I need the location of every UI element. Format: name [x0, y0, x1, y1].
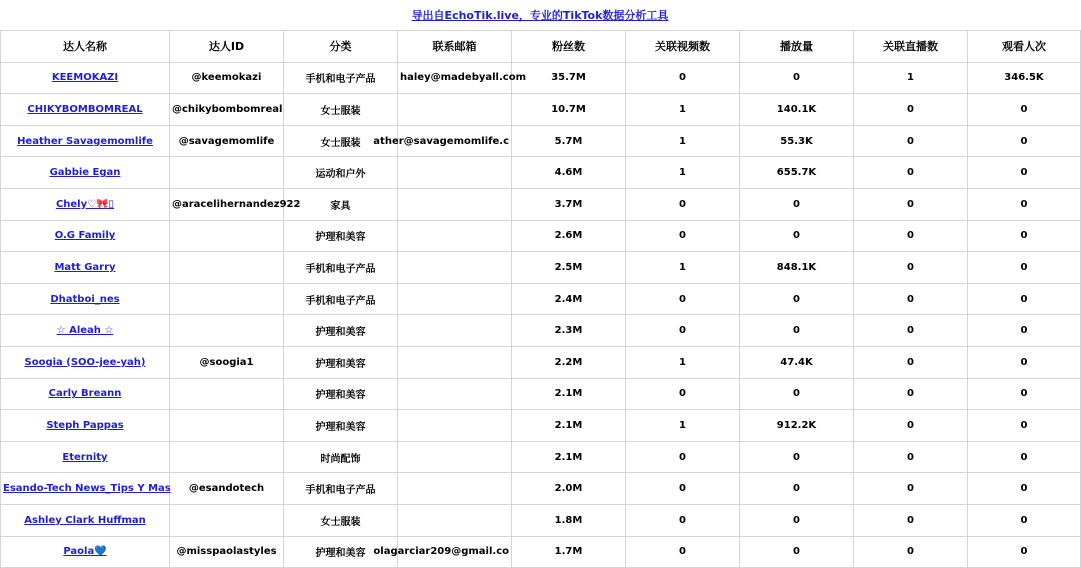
cell-email: haley@madebyall.com [398, 62, 512, 94]
cell-lives: 0 [854, 188, 968, 220]
cell-followers: 35.7M [512, 62, 626, 94]
cell-followers: 2.1M [512, 410, 626, 442]
cell-lives: 0 [854, 504, 968, 536]
table-row [1, 378, 1081, 410]
cell-id [170, 378, 284, 410]
cell-name [1, 378, 170, 410]
cell-followers: 5.7M [512, 125, 626, 157]
cell-email [398, 504, 512, 536]
cell-videos: 0 [626, 441, 740, 473]
cell-id [170, 410, 284, 442]
cell-name [1, 125, 170, 157]
cell-email [398, 188, 512, 220]
creator-link[interactable]: CHIKYBOMBOMREAL [27, 103, 143, 115]
cell-email [398, 441, 512, 473]
cell-followers: 2.5M [512, 252, 626, 284]
cell-views: 0 [740, 220, 854, 252]
cell-name [1, 94, 170, 126]
cell-watchers: 346.5K [968, 62, 1081, 94]
creator-link[interactable]: Matt Garry [54, 261, 116, 273]
cell-followers: 2.0M [512, 473, 626, 505]
creator-link[interactable]: O.G Family [54, 230, 116, 242]
cell-views: 0 [740, 315, 854, 347]
cell-email [398, 220, 512, 252]
cell-videos: 0 [626, 473, 740, 505]
cell-videos: 0 [626, 188, 740, 220]
table-row [1, 410, 1081, 442]
cell-lives: 0 [854, 157, 968, 189]
cell-id [170, 283, 284, 315]
cell-views: 0 [740, 283, 854, 315]
cell-category: 时尚配饰 [284, 441, 398, 473]
cell-category: 护理和美容 [284, 536, 398, 568]
table-row [1, 473, 1081, 505]
header-row [1, 31, 1081, 63]
cell-name [1, 220, 170, 252]
cell-name [1, 188, 170, 220]
cell-name [1, 504, 170, 536]
cell-videos: 1 [626, 410, 740, 442]
cell-videos: 0 [626, 220, 740, 252]
cell-lives: 0 [854, 125, 968, 157]
cell-videos: 1 [626, 157, 740, 189]
cell-category: 护理和美容 [284, 378, 398, 410]
cell-category: 女士服装 [284, 94, 398, 126]
cell-views: 0 [740, 504, 854, 536]
creator-link[interactable]: Paola💙 [63, 546, 107, 558]
cell-followers: 3.7M [512, 188, 626, 220]
cell-watchers: 0 [968, 346, 1081, 378]
cell-id [170, 220, 284, 252]
creator-link[interactable]: Dhatboi_nes [50, 293, 120, 305]
cell-followers: 1.7M [512, 536, 626, 568]
cell-views: 0 [740, 62, 854, 94]
creator-link[interactable]: Soogia (SOO-jee-yah) [24, 356, 146, 368]
cell-name [1, 346, 170, 378]
cell-watchers: 0 [968, 536, 1081, 568]
creator-link[interactable]: Carly Breann [48, 388, 122, 400]
cell-lives: 0 [854, 378, 968, 410]
table-row [1, 252, 1081, 284]
cell-videos: 0 [626, 62, 740, 94]
cell-videos: 0 [626, 504, 740, 536]
header-watchers: 观看人次 [968, 31, 1081, 63]
cell-videos: 0 [626, 378, 740, 410]
cell-category: 手机和电子产品 [284, 62, 398, 94]
creator-link[interactable]: ☆ Aleah ☆ [56, 325, 114, 337]
cell-followers: 2.3M [512, 315, 626, 347]
cell-id: @esandotech [170, 473, 284, 505]
header-views: 播放量 [740, 31, 854, 63]
cell-name [1, 157, 170, 189]
cell-id [170, 252, 284, 284]
cell-category: 手机和电子产品 [284, 283, 398, 315]
cell-id [170, 441, 284, 473]
cell-lives: 0 [854, 536, 968, 568]
cell-watchers: 0 [968, 378, 1081, 410]
cell-name [1, 536, 170, 568]
cell-followers: 1.8M [512, 504, 626, 536]
table-row [1, 157, 1081, 189]
cell-watchers: 0 [968, 252, 1081, 284]
creator-table [0, 30, 1081, 568]
table-row [1, 346, 1081, 378]
cell-name [1, 315, 170, 347]
cell-views: 0 [740, 473, 854, 505]
cell-category: 家具 [284, 188, 398, 220]
echotik-link[interactable]: 导出自EchoTik.live，专业的TikTok数据分析工具 [411, 9, 669, 22]
cell-category: 运动和户外 [284, 157, 398, 189]
cell-views: 55.3K [740, 125, 854, 157]
cell-lives: 0 [854, 346, 968, 378]
cell-lives: 0 [854, 94, 968, 126]
table-row [1, 504, 1081, 536]
table-row [1, 220, 1081, 252]
cell-videos: 1 [626, 346, 740, 378]
creator-link[interactable]: Esando-Tech News_Tips Y Mas [3, 483, 171, 495]
cell-videos: 0 [626, 315, 740, 347]
cell-category: 护理和美容 [284, 410, 398, 442]
cell-category: 护理和美容 [284, 315, 398, 347]
cell-followers: 2.1M [512, 441, 626, 473]
cell-lives: 0 [854, 410, 968, 442]
export-banner [0, 0, 1080, 30]
cell-views: 848.1K [740, 252, 854, 284]
cell-views: 0 [740, 441, 854, 473]
cell-email [398, 283, 512, 315]
cell-followers: 2.4M [512, 283, 626, 315]
cell-name [1, 283, 170, 315]
cell-email: olagarciar209@gmail.co [398, 536, 512, 568]
table-row [1, 315, 1081, 347]
cell-email: ather@savagemomlife.c [398, 125, 512, 157]
cell-watchers: 0 [968, 125, 1081, 157]
cell-watchers: 0 [968, 473, 1081, 505]
creator-link[interactable]: Chely♡🎀▯ [55, 198, 115, 210]
cell-category: 手机和电子产品 [284, 473, 398, 505]
cell-category: 女士服装 [284, 504, 398, 536]
cell-watchers: 0 [968, 220, 1081, 252]
cell-watchers: 0 [968, 315, 1081, 347]
cell-lives: 0 [854, 441, 968, 473]
cell-videos: 1 [626, 94, 740, 126]
table-row [1, 188, 1081, 220]
cell-email [398, 94, 512, 126]
creator-link[interactable]: Ashley Clark Huffman [24, 514, 146, 526]
creator-link[interactable]: KEEMOKAZI [51, 72, 119, 84]
header-creator-id: 达人ID [170, 31, 284, 63]
cell-followers: 2.1M [512, 378, 626, 410]
creator-link[interactable]: Eternity [62, 451, 108, 463]
cell-views: 0 [740, 188, 854, 220]
cell-videos: 1 [626, 125, 740, 157]
cell-category: 护理和美容 [284, 346, 398, 378]
cell-views: 912.2K [740, 410, 854, 442]
cell-name [1, 62, 170, 94]
cell-watchers: 0 [968, 410, 1081, 442]
cell-lives: 0 [854, 220, 968, 252]
table-row [1, 125, 1081, 157]
table-row [1, 283, 1081, 315]
table-row [1, 62, 1081, 94]
cell-id: @keemokazi [170, 62, 284, 94]
table-row [1, 94, 1081, 126]
cell-followers: 2.2M [512, 346, 626, 378]
cell-views: 47.4K [740, 346, 854, 378]
cell-followers: 2.6M [512, 220, 626, 252]
cell-id [170, 315, 284, 347]
table-body [1, 62, 1081, 568]
creator-link[interactable]: Heather Savagemomlife [17, 135, 153, 147]
cell-followers: 4.6M [512, 157, 626, 189]
creator-link[interactable]: Gabbie Egan [49, 167, 121, 179]
cell-watchers: 0 [968, 283, 1081, 315]
cell-lives: 0 [854, 315, 968, 347]
cell-followers: 10.7M [512, 94, 626, 126]
cell-views: 0 [740, 536, 854, 568]
cell-email [398, 315, 512, 347]
cell-watchers: 0 [968, 188, 1081, 220]
cell-name [1, 473, 170, 505]
cell-views: 655.7K [740, 157, 854, 189]
cell-id: @savagemomlife [170, 125, 284, 157]
header-email: 联系邮箱 [398, 31, 512, 63]
cell-email [398, 410, 512, 442]
cell-lives: 0 [854, 283, 968, 315]
table-row [1, 441, 1081, 473]
cell-category: 女士服装 [284, 125, 398, 157]
cell-email [398, 378, 512, 410]
cell-email [398, 157, 512, 189]
cell-category: 手机和电子产品 [284, 252, 398, 284]
cell-email [398, 346, 512, 378]
cell-lives: 0 [854, 252, 968, 284]
creator-link[interactable]: Steph Pappas [46, 419, 124, 431]
cell-email [398, 473, 512, 505]
cell-name [1, 410, 170, 442]
header-lives: 关联直播数 [854, 31, 968, 63]
cell-watchers: 0 [968, 94, 1081, 126]
header-videos: 关联视频数 [626, 31, 740, 63]
cell-videos: 0 [626, 283, 740, 315]
cell-name [1, 441, 170, 473]
cell-watchers: 0 [968, 157, 1081, 189]
cell-category: 护理和美容 [284, 220, 398, 252]
cell-watchers: 0 [968, 504, 1081, 536]
cell-id: @aracelihernandez922 [170, 188, 284, 220]
cell-lives: 0 [854, 473, 968, 505]
cell-id [170, 504, 284, 536]
cell-id [170, 157, 284, 189]
cell-videos: 1 [626, 252, 740, 284]
table-row [1, 536, 1081, 568]
cell-id: @misspaolastyles [170, 536, 284, 568]
cell-name [1, 252, 170, 284]
header-category: 分类 [284, 31, 398, 63]
cell-videos: 0 [626, 536, 740, 568]
cell-watchers: 0 [968, 441, 1081, 473]
cell-views: 140.1K [740, 94, 854, 126]
cell-id: @chikybombomreal [170, 94, 284, 126]
cell-id: @soogia1 [170, 346, 284, 378]
header-followers: 粉丝数 [512, 31, 626, 63]
cell-lives: 1 [854, 62, 968, 94]
header-creator-name: 达人名称 [1, 31, 170, 63]
cell-email [398, 252, 512, 284]
cell-views: 0 [740, 378, 854, 410]
